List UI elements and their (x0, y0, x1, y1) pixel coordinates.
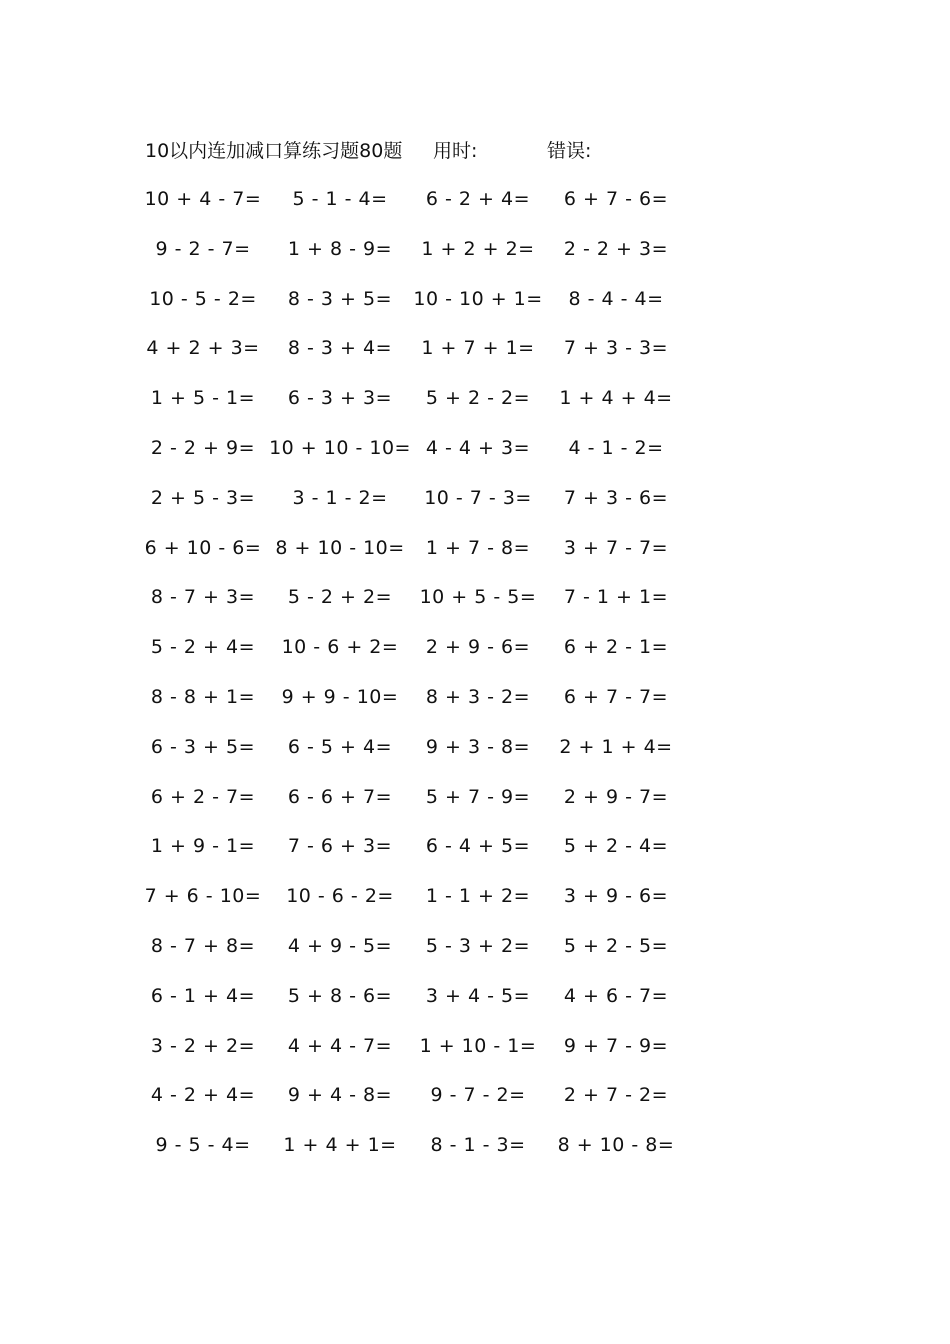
math-problem: 2 + 9 - 7= (563, 785, 669, 808)
math-problem: 6 - 1 + 4= (150, 984, 256, 1007)
math-problem: 1 - 1 + 2= (425, 885, 531, 908)
math-problem: 4 - 4 + 3= (425, 437, 531, 459)
math-problem: 1 + 8 - 9= (287, 237, 393, 260)
time-label: 用时: (433, 140, 478, 162)
math-problem: 9 - 5 - 4= (155, 1134, 251, 1157)
math-problem: 3 + 7 - 7= (563, 536, 669, 559)
math-problem: 1 + 4 + 4= (559, 387, 673, 410)
math-problem: 6 + 2 - 1= (563, 636, 669, 659)
math-problem: 4 + 9 - 5= (287, 935, 393, 957)
math-problem: 1 + 7 + 1= (421, 337, 535, 360)
math-problem: 5 - 2 + 2= (287, 586, 393, 609)
math-problem: 4 - 1 - 2= (568, 437, 664, 459)
math-problem: 6 - 5 + 4= (287, 735, 393, 758)
math-problem: 6 + 10 - 6= (144, 536, 262, 559)
math-problem: 9 + 3 - 8= (425, 735, 531, 758)
math-problem: 5 + 2 - 2= (425, 387, 531, 410)
math-problem: 1 + 10 - 1= (419, 1034, 537, 1057)
math-problem: 8 - 4 - 4= (568, 287, 664, 310)
math-problem: 10 + 5 - 5= (419, 586, 537, 609)
math-problem: 9 + 7 - 9= (563, 1034, 669, 1057)
math-problem: 8 + 10 - 10= (275, 536, 405, 559)
math-problem: 6 - 2 + 4= (425, 188, 531, 210)
math-problem: 3 - 2 + 2= (150, 1034, 256, 1057)
worksheet-header (0, 136, 950, 166)
math-problem: 3 - 1 - 2= (292, 486, 388, 509)
math-problem: 6 + 7 - 6= (563, 188, 669, 210)
math-problem: 10 - 5 - 2= (149, 287, 257, 310)
math-problem: 8 - 8 + 1= (150, 686, 256, 708)
worksheet-title: 10以内连加减口算练习题80题 (145, 140, 403, 162)
math-problem: 9 + 9 - 10= (281, 686, 399, 708)
math-problem: 7 - 1 + 1= (563, 586, 669, 609)
math-problem: 2 + 5 - 3= (150, 486, 256, 509)
math-problem: 7 + 3 - 3= (563, 337, 669, 360)
math-problem: 1 + 4 + 1= (283, 1134, 397, 1157)
math-problem: 4 - 2 + 4= (150, 1084, 256, 1107)
math-problem: 3 + 4 - 5= (425, 984, 531, 1007)
math-problem: 4 + 4 - 7= (287, 1034, 393, 1057)
math-problem: 6 - 3 + 3= (287, 387, 393, 410)
math-problem: 4 + 6 - 7= (563, 984, 669, 1007)
math-problem: 1 + 9 - 1= (150, 835, 256, 858)
math-problem: 9 - 2 - 7= (155, 237, 251, 260)
math-problem: 2 - 2 + 3= (563, 237, 669, 260)
math-problem: 8 - 7 + 8= (150, 935, 256, 957)
math-problem: 10 - 6 - 2= (286, 885, 394, 908)
math-problem: 8 + 3 - 2= (425, 686, 531, 708)
math-problem: 1 + 2 + 2= (421, 237, 535, 260)
math-problem: 5 + 8 - 6= (287, 984, 393, 1007)
math-problem: 5 - 2 + 4= (150, 636, 256, 659)
math-problem: 1 + 7 - 8= (425, 536, 531, 559)
math-problem: 6 + 2 - 7= (150, 785, 256, 808)
math-problem: 5 + 7 - 9= (425, 785, 531, 808)
math-problem: 8 - 3 + 4= (287, 337, 393, 360)
math-problem: 7 + 3 - 6= (563, 486, 669, 509)
math-problem: 10 - 10 + 1= (413, 287, 543, 310)
math-problem: 8 + 10 - 8= (557, 1134, 675, 1157)
math-problem: 2 - 2 + 9= (150, 437, 256, 459)
math-problem: 9 + 4 - 8= (287, 1084, 393, 1107)
math-problem: 10 - 7 - 3= (424, 486, 532, 509)
math-problem: 5 + 2 - 4= (563, 835, 669, 858)
math-problem: 5 - 1 - 4= (292, 188, 388, 210)
math-problem: 10 - 6 + 2= (281, 636, 399, 659)
math-problem: 5 + 2 - 5= (563, 935, 669, 957)
math-problem: 7 + 6 - 10= (144, 885, 262, 908)
math-problem: 7 - 6 + 3= (287, 835, 393, 858)
math-problem: 8 - 3 + 5= (287, 287, 393, 310)
math-problem: 6 - 6 + 7= (287, 785, 393, 808)
math-problem: 10 + 4 - 7= (144, 188, 262, 210)
math-problem: 10 + 10 - 10= (269, 437, 411, 459)
math-problem: 8 - 7 + 3= (150, 586, 256, 609)
error-label: 错误: (547, 140, 592, 162)
math-problem: 6 - 3 + 5= (150, 735, 256, 758)
math-problem: 9 - 7 - 2= (430, 1084, 526, 1107)
math-problem: 3 + 9 - 6= (563, 885, 669, 908)
math-problem: 6 + 7 - 7= (563, 686, 669, 708)
math-problem: 2 + 1 + 4= (559, 735, 673, 758)
math-problem: 2 + 7 - 2= (563, 1084, 669, 1107)
math-problem: 8 - 1 - 3= (430, 1134, 526, 1157)
math-problem: 4 + 2 + 3= (146, 337, 260, 360)
math-problem: 1 + 5 - 1= (150, 387, 256, 410)
math-problem: 2 + 9 - 6= (425, 636, 531, 659)
math-problem: 5 - 3 + 2= (425, 935, 531, 957)
math-problem: 6 - 4 + 5= (425, 835, 531, 858)
